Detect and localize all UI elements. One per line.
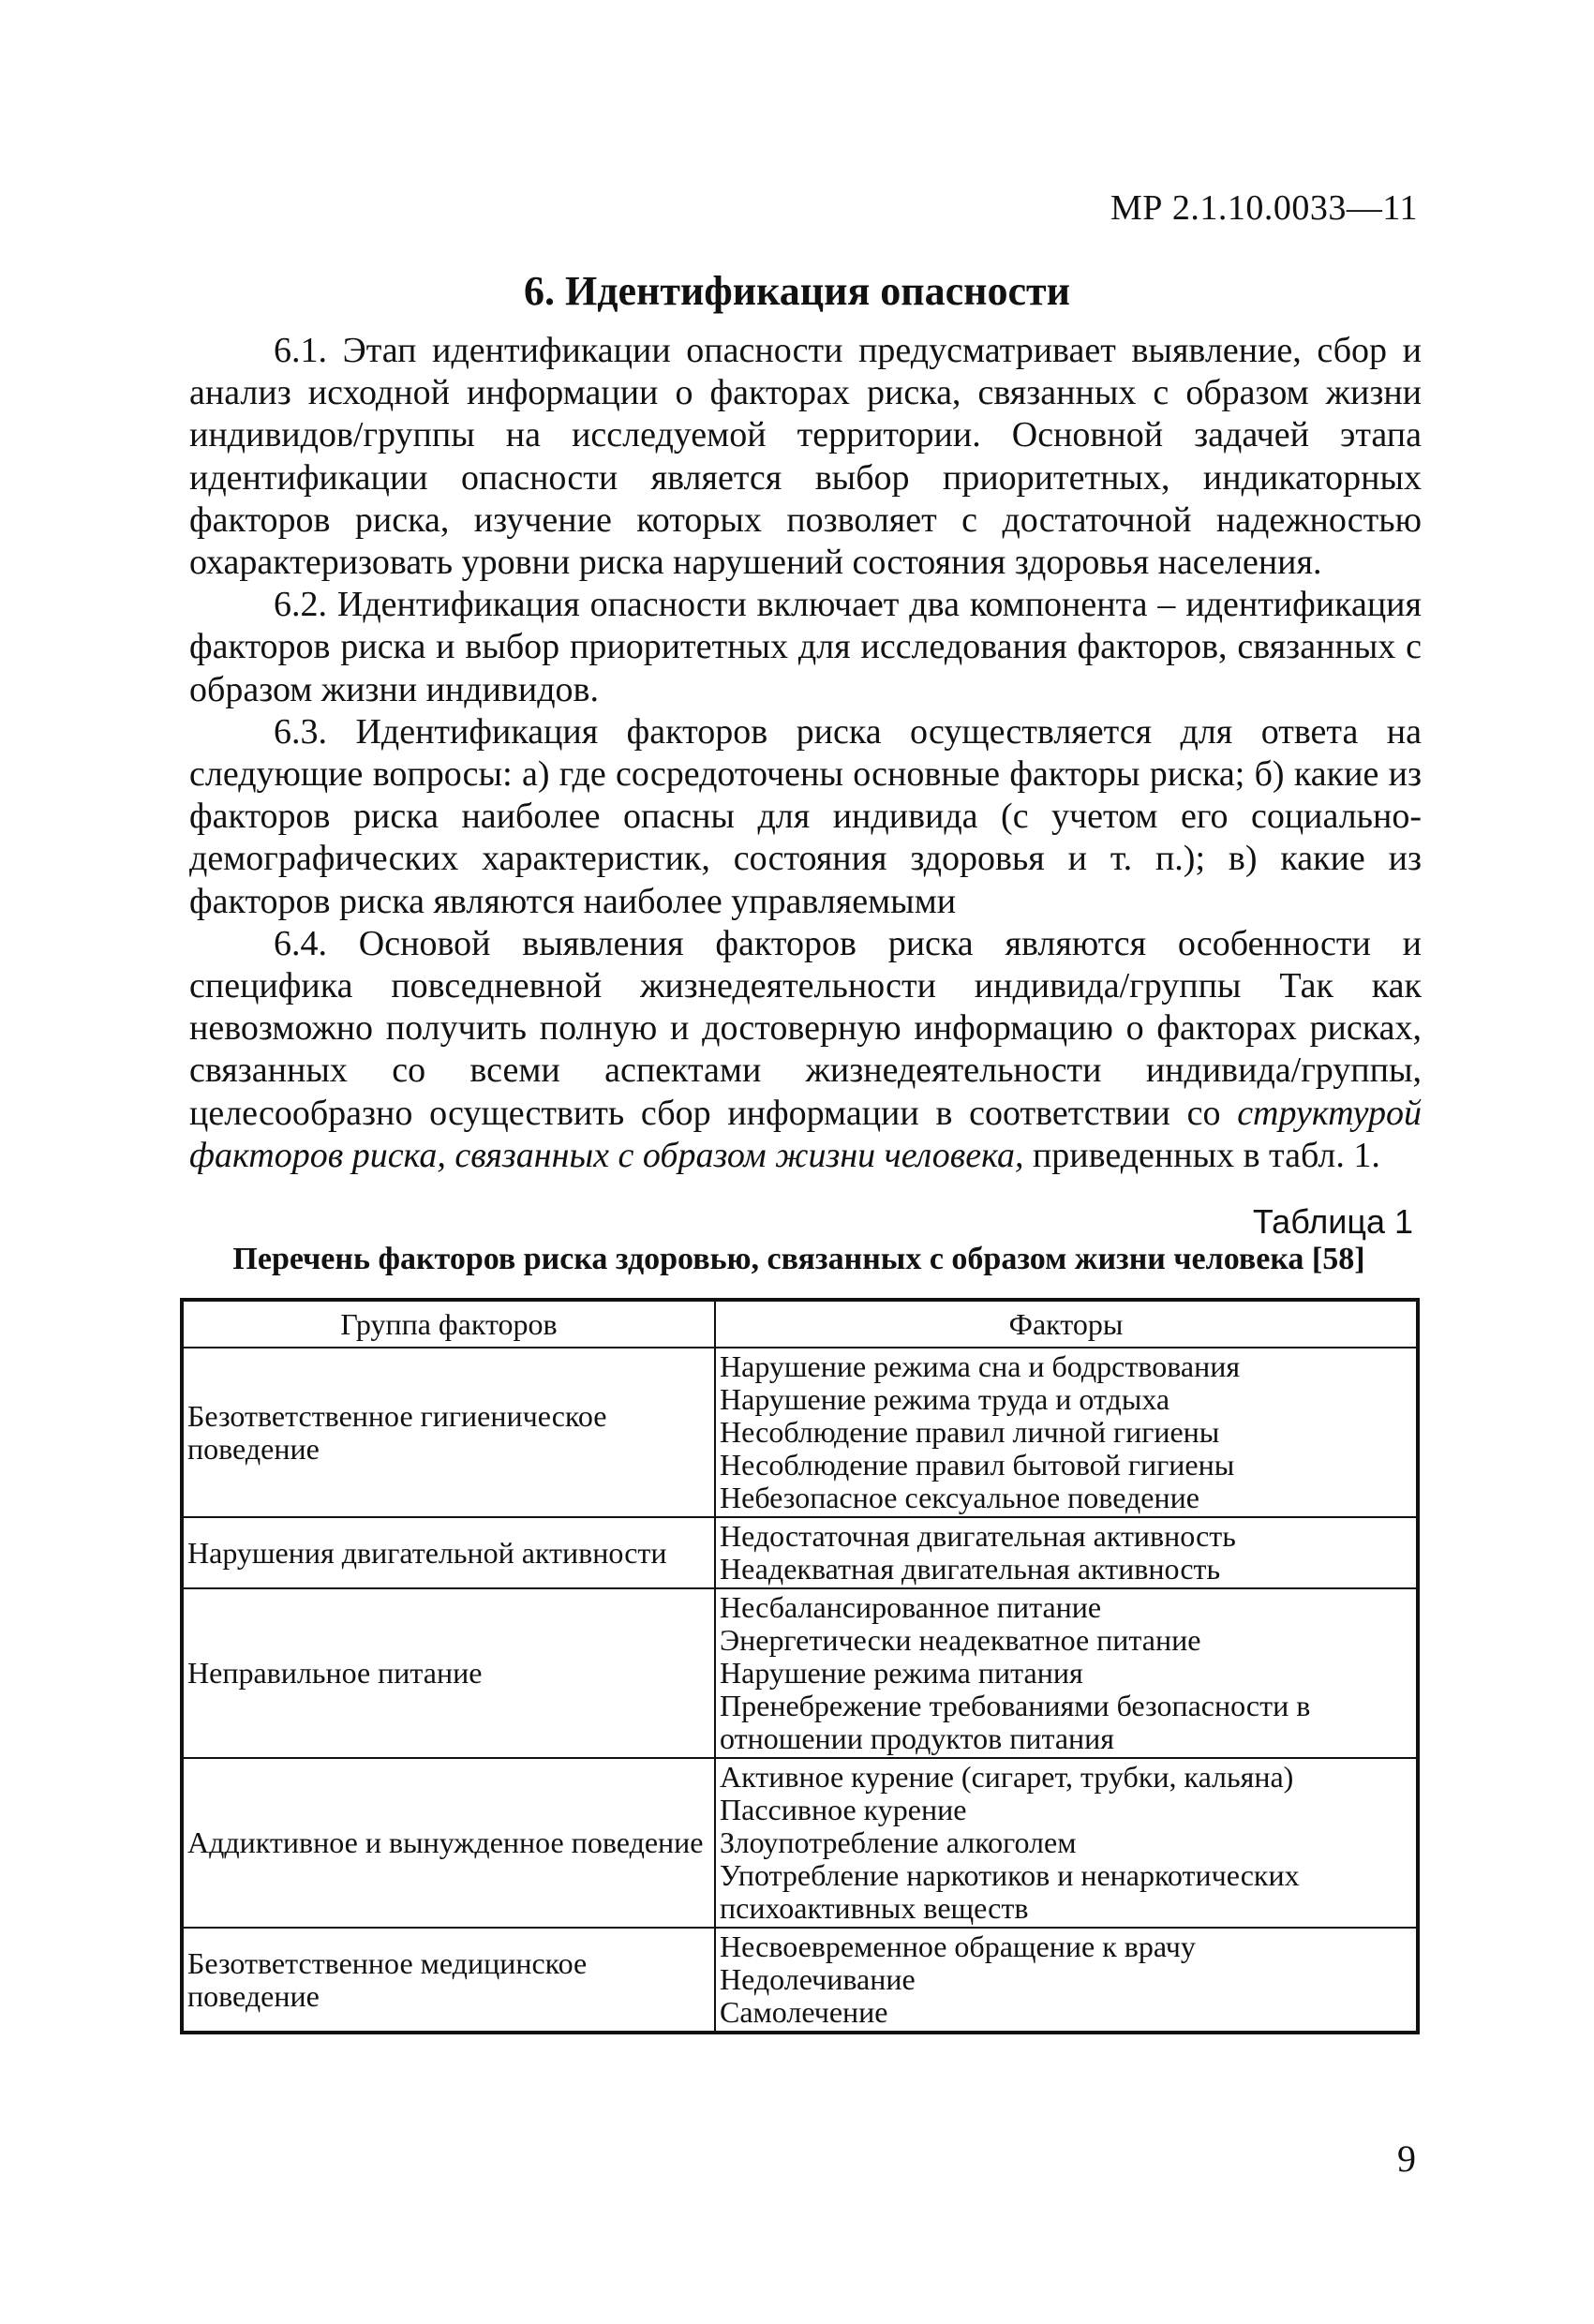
factors-cell — [715, 1928, 1418, 2033]
paragraph-6-4-end: приведенных в табл. 1. — [1023, 1135, 1380, 1175]
group-cell: Нарушения двигательной активности — [182, 1517, 715, 1588]
factor-item: Злоупотребление алкоголем — [720, 1825, 1077, 1859]
factor-item: Недолечивание — [720, 1962, 916, 1996]
factor-item: Употребление наркотиков и ненаркотических психоактивных веществ — [720, 1858, 1300, 1925]
group-cell: Безответственное медицинское поведение — [182, 1928, 715, 2033]
table-row — [182, 1348, 1418, 1517]
factor-item: Несоблюдение правил личной гигиены — [720, 1415, 1220, 1449]
page-number: 9 — [1397, 2138, 1416, 2180]
table-title: Перечень факторов риска здоровью, связанных с образом жизни человека [58] — [232, 1242, 1365, 1276]
paragraph-6-4 — [189, 923, 1422, 1177]
table-row — [182, 1517, 1418, 1588]
factor-item: Небезопасное сексуальное поведение — [720, 1481, 1199, 1514]
factors-cell — [715, 1758, 1418, 1928]
table-header-row — [182, 1300, 1418, 1348]
group-cell: Аддиктивное и вынужденное поведение — [182, 1758, 715, 1928]
document-code: МР 2.1.10.0033—11 — [1110, 188, 1418, 228]
paragraph-6-4-italic: структурой факторов риска, связанных с образом жизни человека, — [189, 1093, 1422, 1175]
factor-item: Несоблюдение правил бытовой гигиены — [720, 1448, 1235, 1482]
factors-cell — [715, 1588, 1418, 1758]
paragraph-6-4-start: 6.4. Основой выявления факторов риска являются особенности и специфика повседневной жизнедеятельности индивида/группы Так как невозможно получить полную и достоверную информацию о факторах рисках, связанных со всеми аспектами жизнедеятельности индивида/группы, целесообразно осуществить сбор информации в соответствии со — [189, 923, 1422, 1133]
table-row — [182, 1928, 1418, 2033]
paragraph-6-2: 6.2. Идентификация опасности включает два компонента – идентификация факторов риска и выбор приоритетных для исследования факторов, связанных с образом жизни индивидов. — [189, 585, 1422, 709]
factors-table — [180, 1298, 1420, 2034]
factor-item: Несвоевременное обращение к врачу — [720, 1929, 1196, 1963]
factor-item: Пассивное курение — [720, 1793, 967, 1826]
factor-item: Недостаточная двигательная активность — [720, 1519, 1236, 1553]
factor-item: Активное курение (сигарет, трубки, кальяна) — [720, 1760, 1294, 1794]
paragraph-6-1: 6.1. Этап идентификации опасности предусматривает выявление, сбор и анализ исходной информации о факторах риска, связанных с образом жизни индивидов/группы на исследуемой территории. Основной задачей этапа идентификации опасности является выбор приоритетных, индикаторных факторов риска, изучение которых позволяет с достаточной надежностью охарактеризовать уровни риска нарушений состояния здоровья населения. — [189, 331, 1422, 583]
factor-item: Нарушение режима труда и отдыха — [720, 1382, 1170, 1416]
factors-cell — [715, 1348, 1418, 1517]
column-header-group: Группа факторов — [182, 1300, 715, 1348]
factor-item: Нарушение режима сна и бодрствования — [720, 1349, 1241, 1383]
factor-item: Самолечение — [720, 1995, 888, 2029]
factor-item: Пренебрежение требованиями безопасности в отношении продуктов питания — [720, 1689, 1311, 1755]
factor-item: Энергетически неадекватное питание — [720, 1623, 1201, 1657]
factor-item: Неадекватная двигательная активность — [720, 1552, 1221, 1586]
factor-item: Нарушение режима питания — [720, 1656, 1083, 1690]
group-cell: Неправильное питание — [182, 1588, 715, 1758]
column-header-factors: Факторы — [715, 1300, 1418, 1348]
table-caption: Таблица 1 — [1252, 1202, 1413, 1241]
section-title: 6. Идентификация опасности — [523, 268, 1071, 314]
table-row — [182, 1588, 1418, 1758]
group-cell: Безответственное гигиеническое поведение — [182, 1348, 715, 1517]
table-row — [182, 1758, 1418, 1928]
body-text — [189, 330, 1422, 1177]
factors-cell — [715, 1517, 1418, 1588]
paragraph-6-3: 6.3. Идентификация факторов риска осуществляется для ответа на следующие вопросы: а) где сосредоточены основные факторы риска; б) какие из факторов риска наиболее опасны для индивида (с учетом его социально-демографических характеристик, состояния здоровья и т. п.); в) какие из факторов риска являются наиболее управляемыми — [189, 711, 1422, 921]
factor-item: Несбалансированное питание — [720, 1590, 1102, 1624]
